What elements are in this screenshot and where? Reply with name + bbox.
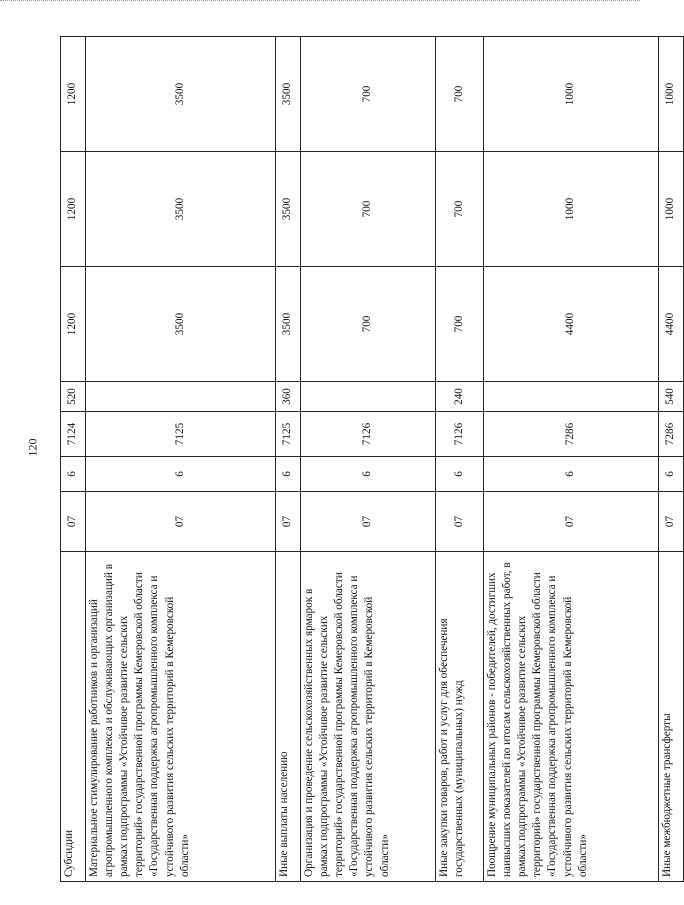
table-row	[301, 37, 436, 882]
cell-expense-type	[484, 382, 659, 412]
table-row	[86, 37, 276, 882]
cell-year-3: 3500	[86, 37, 276, 152]
cell-expense-type	[301, 382, 436, 412]
cell-year-1: 3500	[86, 267, 276, 382]
cell-year-3: 700	[301, 37, 436, 152]
cell-year-2: 3500	[86, 152, 276, 267]
cell-section: 07	[484, 492, 659, 552]
cell-year-1: 3500	[276, 267, 301, 382]
cell-subsection: 6	[301, 457, 436, 492]
cell-expense-type: 360	[276, 382, 301, 412]
cell-year-3: 1200	[61, 37, 86, 152]
cell-target: 7286	[484, 412, 659, 457]
budget-table	[60, 36, 684, 882]
cell-year-3: 3500	[276, 37, 301, 152]
cell-name: Организация и проведение сельскохозяйственных ярмарок в рамках подпрограммы «Устойчивое развитие сельских территорий» государственной программы Кемеровской области «Государственная поддержка агропромышленного комплекса и устойчивого развития сельских территорий в Кемеровской области»	[301, 552, 436, 882]
cell-subsection: 6	[86, 457, 276, 492]
cell-subsection: 6	[276, 457, 301, 492]
cell-target: 7124	[61, 412, 86, 457]
cell-year-1: 4400	[484, 267, 659, 382]
cell-expense-type: 520	[61, 382, 86, 412]
cell-section: 07	[436, 492, 484, 552]
cell-year-2: 1000	[484, 152, 659, 267]
cell-year-3: 700	[436, 37, 484, 152]
cell-target: 7125	[276, 412, 301, 457]
cell-subsection: 6	[484, 457, 659, 492]
table-row	[484, 37, 659, 882]
cell-section: 07	[276, 492, 301, 552]
table-row	[659, 37, 684, 882]
rotated-table-wrapper	[60, 37, 677, 882]
cell-name: Иные межбюджетные трансферты	[659, 552, 684, 882]
cell-target: 7126	[301, 412, 436, 457]
cell-subsection: 6	[659, 457, 684, 492]
cell-name: Субсидии	[61, 552, 86, 882]
cell-year-2: 1200	[61, 152, 86, 267]
page-number: 120	[25, 438, 40, 457]
cell-section: 07	[659, 492, 684, 552]
cell-name: Материальное стимулирование работников и организаций агропромышленного комплекса и обслуживающих организаций в рамках подпрограммы «Устойчивое развитие сельских территорий» государственной программы Кемеровской области «Государственная поддержка агропромышленного комплекса и устойчивого развития сельских территорий в Кемеровской области»	[86, 552, 276, 882]
cell-target: 7126	[436, 412, 484, 457]
cell-year-2: 700	[301, 152, 436, 267]
table-row	[436, 37, 484, 882]
cell-section: 07	[86, 492, 276, 552]
cell-year-1: 4400	[659, 267, 684, 382]
table-row	[276, 37, 301, 882]
cell-subsection: 6	[436, 457, 484, 492]
cell-year-2: 3500	[276, 152, 301, 267]
cell-name: Иные выплаты населению	[276, 552, 301, 882]
cell-target: 7125	[86, 412, 276, 457]
cell-name: Иные закупки товаров, работ и услуг для обеспечения государственных (муниципальных) нужд	[436, 552, 484, 882]
cell-year-2: 700	[436, 152, 484, 267]
cell-section: 07	[301, 492, 436, 552]
table-row-subsidies	[61, 37, 86, 882]
rotated-table	[60, 37, 677, 882]
cell-expense-type	[86, 382, 276, 412]
top-rule	[0, 0, 640, 2]
cell-year-3: 1000	[659, 37, 684, 152]
cell-year-1: 700	[301, 267, 436, 382]
cell-subsection: 6	[61, 457, 86, 492]
cell-target: 7286	[659, 412, 684, 457]
cell-section: 07	[61, 492, 86, 552]
cell-expense-type: 240	[436, 382, 484, 412]
cell-year-1: 700	[436, 267, 484, 382]
cell-name: Поощрение муниципальных районов - победителей, достигших наивысших показателей по итогам сельскохозяйственных работ, в рамках подпрограммы «Устойчивое развитие сельских территорий» государственной программы Кемеровской области «Государственная поддержка агропромышленного комплекса и устойчивого развития сельских территорий в Кемеровской области»	[484, 552, 659, 882]
cell-year-2: 1000	[659, 152, 684, 267]
cell-year-1: 1200	[61, 267, 86, 382]
cell-year-3: 1000	[484, 37, 659, 152]
cell-expense-type: 540	[659, 382, 684, 412]
